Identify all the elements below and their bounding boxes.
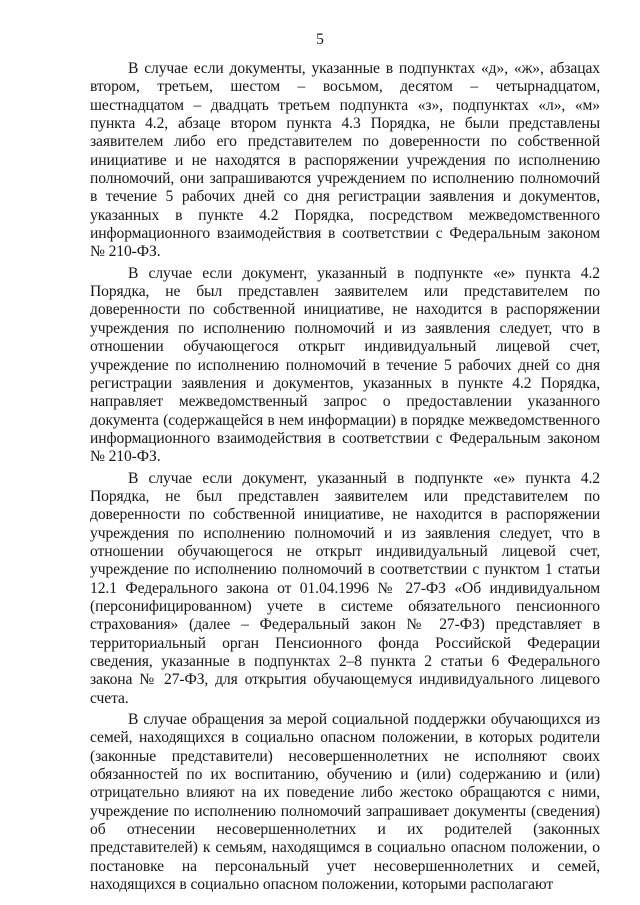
paragraph-account-not-open: В случае если документ, указанный в подпункте «е» пункта 4.2 Порядка, не был представлен заявителем или представителем по доверенности по собственной инициативе, не находится в распоряжении учреждения по исполнению полномочий и из заявления следует, что в отношении обучающегося не открыт индивидуальный лицевой счет, учреждение по исполнению полномочий в соответствии с пунктом 1 статьи 12.1 Федерального закона от 01.04.1996 № 27-ФЗ «Об индивидуальном (персонифицированном) учете в системе обязательного пенсионного страхования» (далее – Федеральный закон № 27-ФЗ) представляет в территориальный орган Пенсионного фонда Российской Федерации сведения, указанные в подпунктах 2–8 пункта 2 статьи 6 Федерального закона № 27-ФЗ, для открытия обучающемуся индивидуального лицевого счета. — [90, 469, 600, 707]
paragraph-account-open: В случае если документ, указанный в подпункте «е» пункта 4.2 Порядка, не был представлен заявителем или представителем по доверенности по собственной инициативе, не находится в распоряжении учреждения по исполнению полномочий и из заявления следует, что в отношении обучающегося открыт индивидуальный лицевой счет, учреждение по исполнению полномочий в течение 5 рабочих дней со дня регистрации заявления и документов, указанных в пункте 4.2 Порядка, направляет межведомственный запрос о предоставлении указанного документа (содержащейся в нем информации) в порядке межведомственного информационного взаимодействия в соответствии с Федеральным законом № 210-ФЗ. — [90, 264, 600, 466]
paragraph-documents-request: В случае если документы, указанные в подпунктах «д», «ж», абзацах втором, третьем, шестом – восьмом, десятом – четырнадцатом, шестнадцатом – двадцать третьем подпункта «з», подпунктах «л», «м» пункта 4.2, абзаце втором пункта 4.3 Порядка, не были представлены заявителем либо его представителем по доверенности по собственной инициативе и не находятся в распоряжении учреждения по исполнению полномочий, они запрашиваются учреждением по исполнению полномочий в течение 5 рабочих дней со дня регистрации заявления и документов, указанных в пункте 4.2 Порядка, посредством межведомственного информационного взаимодействия в соответствии с Федеральным законом № 210-ФЗ. — [90, 60, 600, 261]
page-number: 5 — [316, 31, 324, 48]
document-body — [90, 60, 600, 897]
paragraph-social-danger-families: В случае обращения за мерой социальной поддержки обучающихся из семей, находящихся в социально опасном положении, в которых родители (законные представители) несовершеннолетних не исполняют своих обязанностей по их воспитанию, обучению и (или) содержанию и (или) отрицательно влияют на их поведение либо жестоко обращаются с ними, учреждение по исполнению полномочий запрашивает документы (сведения) об отнесении несовершеннолетних и их родителей (законных представителей) к семьям, находящимся в социально опасном положении, о постановке на персональный учет несовершеннолетних и семей, находящихся в социально опасном положении, которыми располагают — [90, 711, 600, 894]
